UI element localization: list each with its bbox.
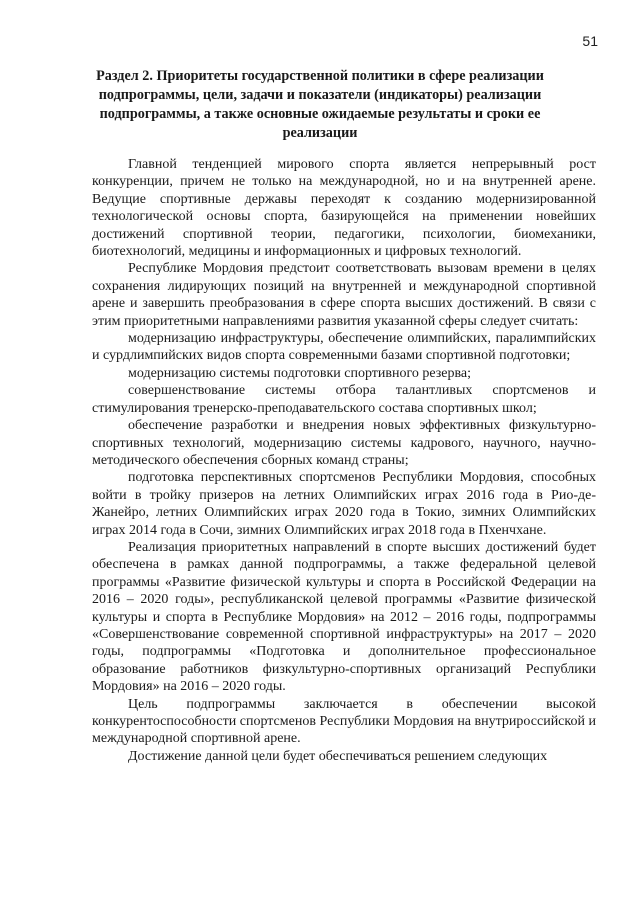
- document-body: [92, 156, 596, 765]
- paragraph: Цель подпрограммы заключается в обеспечении высокой конкурентоспособности спортсменов Республики Мордовия на внутрироссийской и международной спортивной арене.: [92, 696, 596, 747]
- paragraph: Реализация приоритетных направлений в спорте высших достижений будет обеспечена в рамках данной подпрограммы, а также федеральной целевой программы «Развитие физической культуры и спорта в Российской Федерации на 2016 – 2020 годы», республиканской целевой программы «Развитие физической культуры и спорта в Республике Мордовия» на 2012 – 2016 годы, подпрограммы «Совершенствование современной спортивной инфраструктуры» на 2017 – 2020 годы, подпрограммы «Подготовка и дополнительное профессиональное образование работников физкультурно-спортивных организаций Республики Мордовия» на 2016 – 2020 годы.: [92, 539, 596, 695]
- paragraph: Республике Мордовия предстоит соответствовать вызовам времени в целях сохранения лидирующих позиций на внутренней и международной спортивной арене и завершить преобразования в сфере спорта высших достижений. В связи с этим приоритетными направлениями развития указанной сферы следует считать:: [92, 261, 596, 329]
- section-heading: Раздел 2. Приоритеты государственной политики в сфере реализации подпрограммы, цели, задачи и показатели (индикаторы) реализации подпрограммы, а также основные ожидаемые результаты и сроки ее реализации: [96, 68, 544, 141]
- paragraph: Главной тенденцией мирового спорта является непрерывный рост конкуренции, причем не только на международной, но и на внутренней арене. Ведущие спортивные державы переходят к созданию модернизированной технологической основы спорта, базирующейся на применении новейших достижений спортивной теории, педагогики, психологии, биомеханики, биотехнологий, медицины и информационных и цифровых технологий.: [92, 157, 596, 260]
- paragraph: подготовка перспективных спортсменов Республики Мордовия, способных войти в тройку призеров на летних Олимпийских играх 2016 года в Рио-де-Жанейро, летних Олимпийских играх 2020 года в Токио, зимних Олимпийских играх 2014 года в Сочи, зимних Олимпийских играх 2018 года в Пхенчхане.: [92, 470, 596, 538]
- paragraph: модернизацию системы подготовки спортивного резерва;: [128, 365, 472, 381]
- paragraph: Достижение данной цели будет обеспечиваться решением следующих: [128, 748, 548, 764]
- paragraph: совершенствование системы отбора талантливых спортсменов и стимулирования тренерско-преподавательского состава спортивных школ;: [92, 383, 596, 416]
- paragraph: модернизацию инфраструктуры, обеспечение олимпийских, паралимпийских и сурдлимпийских видов спорта современными базами спортивной подготовки;: [92, 331, 596, 364]
- paragraph: обеспечение разработки и внедрения новых эффективных физкультурно-спортивных технологий, модернизацию системы кадрового, научного, научно-методического обеспечения сборных команд страны;: [92, 418, 596, 468]
- page-number: 51: [582, 33, 598, 49]
